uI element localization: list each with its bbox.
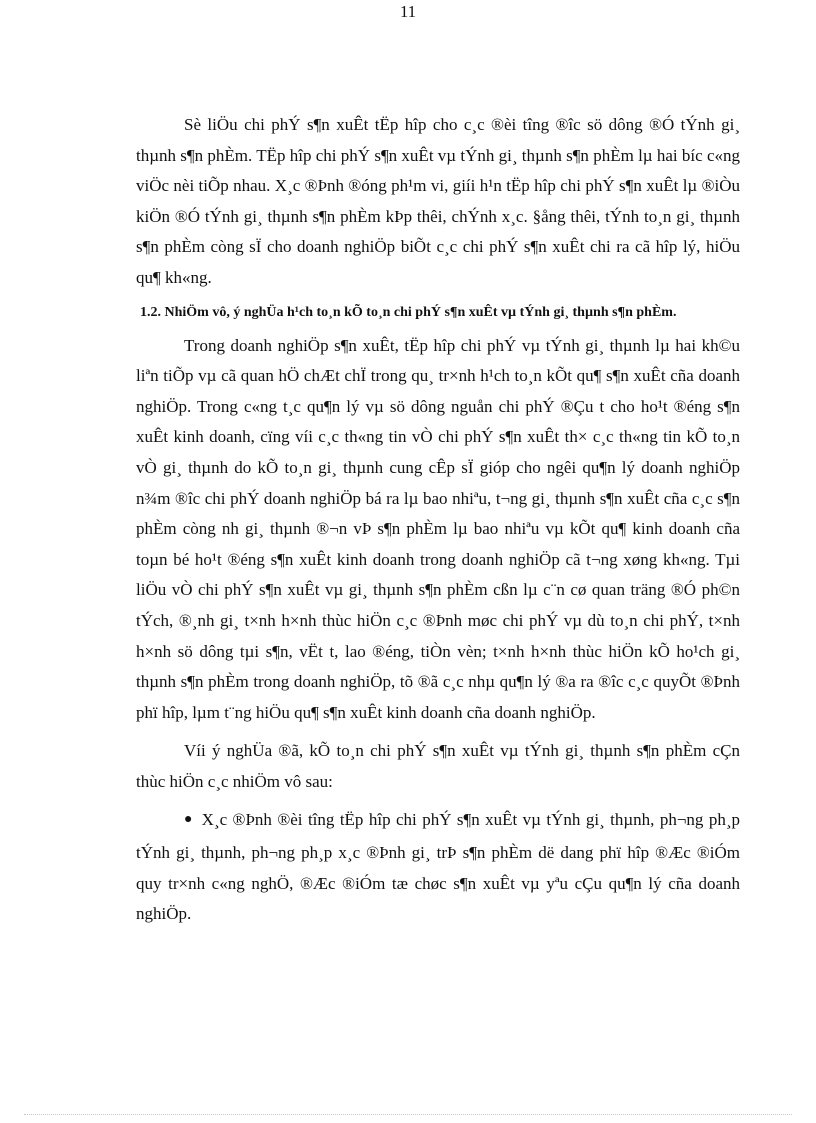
paragraph: Trong doanh nghiÖp s¶n xuÊt, tËp hîp chi phÝ vµ tÝnh gi¸ thµnh lµ hai kh©u liªn tiÕp vµ cã quan hÖ chÆt chÏ trong qu¸ tr×nh h¹ch to¸n kÕt qu¶ s¶n xuÊt cña doanh nghiÖp. Trong c«ng t¸c qu¶n lý vµ sö dông nguån chi phÝ ®Çu t cho ho¹t ®éng s¶n xuÊt kinh doanh, cïng víi c¸c th«ng tin vÒ chi phÝ s¶n xuÊt th× c¸c th«ng tin kÕ to¸n vÒ gi¸ thµnh do kÕ to¸n gi¸ thµnh cung cÊp sÏ gióp cho ngêi qu¶n lý doanh nghiÖp n¾m ®îc chi phÝ doanh nghiÖp bá ra lµ bao nhiªu, t¬ng gi¸ thµnh s¶n xuÊt cña c¸c s¶n phÈm còng nh gi¸ thµnh ®¬n vÞ s¶n phÈm lµ bao nhiªu vµ kÕt qu¶ kinh doanh cña toµn bé ho¹t ®éng s¶n xuÊt kinh doanh trong doanh nghiÖp cã t¬ng xøng kh«ng. Tµi liÖu vÒ chi phÝ s¶n xuÊt vµ gi¸ thµnh s¶n phÈm cßn lµ c¨n cø quan träng ®Ó ph©n tÝch, ®¸nh gi¸ t×nh h×nh thùc hiÖn c¸c ®Þnh møc chi phÝ vµ dù to¸n chi phÝ, t×nh h×nh sö dông tµi s¶n, vËt t, lao ®éng, tiÒn vèn; t×nh h×nh thùc hiÖn kÕ ho¹ch gi¸ thµnh s¶n phÈm trong doanh nghiÖp, tõ ®ã c¸c nhµ qu¶n lý ®a ra ®îc c¸c quyÕt ®Þnh phï hîp, lµm t¨ng hiÖu qu¶ s¶n xuÊt kinh doanh cña doanh nghiÖp.	[136, 335, 740, 722]
footer-divider	[24, 1114, 792, 1115]
page-number: 11	[399, 2, 417, 21]
paragraph: Sè liÖu chi phÝ s¶n xuÊt tËp hîp cho c¸c ®èi tîng ®îc sö dông ®Ó tÝnh gi¸ thµnh s¶n phÈm. TËp hîp chi phÝ s¶n xuÊt vµ tÝnh gi¸ thµnh s¶n phÈm lµ hai bíc c«ng viÖc nèi tiÕp nhau. X¸c ®Þnh ®óng ph¹m vi, giíi h¹n tËp hîp chi phÝ s¶n xuÊt lµ ®iÒu kiÖn ®Ó tÝnh gi¸ thµnh s¶n phÈm kÞp thêi, chÝnh x¸c. §ång thêi, tÝnh to¸n gi¸ thµnh s¶n phÈm còng sÏ cho doanh nghiÖp biÕt c¸c chi phÝ s¶n xuÊt chi ra cã hîp lý, hiÖu qu¶ kh«ng.	[136, 115, 740, 287]
document-body	[136, 110, 740, 930]
section-heading: 1.2. NhiÖm vô, ý nghÜa h¹ch to¸n kÕ to¸n chi phÝ s¶n xuÊt vµ tÝnh gi¸ thµnh s¶n phÈm.	[140, 304, 677, 320]
bullet-icon: ●	[184, 812, 194, 828]
bullet-text: X¸c ®Þnh ®èi tîng tËp hîp chi phÝ s¶n xuÊt vµ tÝnh gi¸ thµnh, ph¬ng ph¸p tÝnh gi¸ thµnh, ph¬ng ph¸p x¸c ®Þnh gi¸ trÞ s¶n phÈm dë dang phï hîp ®Æc ®iÓm quy tr×nh c«ng nghÖ, ®Æc ®iÓm tæ chøc s¶n xuÊt vµ yªu cÇu qu¶n lý cña doanh nghiÖp.	[136, 810, 740, 924]
bullet-list-item	[136, 805, 740, 929]
paragraph: Víi ý nghÜa ®ã, kÕ to¸n chi phÝ s¶n xuÊt vµ tÝnh gi¸ thµnh s¶n phÈm cÇn thùc hiÖn c¸c nhiÖm vô sau:	[136, 741, 740, 791]
